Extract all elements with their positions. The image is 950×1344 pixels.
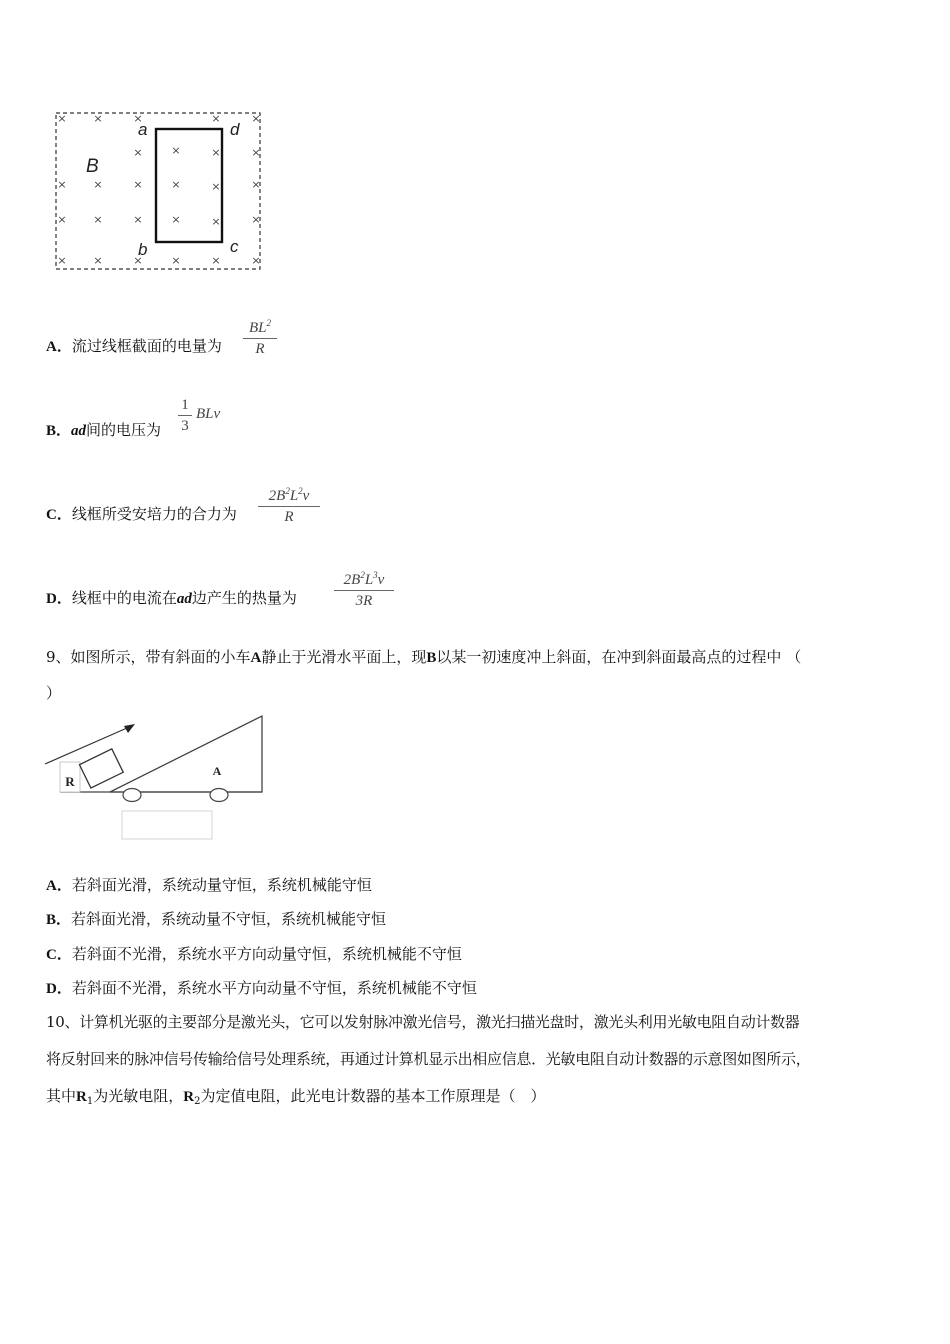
arrow-head-icon (124, 724, 135, 733)
option-d-q9 (46, 978, 477, 999)
option-text: 边产生的热量为 (191, 589, 297, 607)
option-b-q8 (46, 420, 161, 441)
option-label: B． (46, 423, 72, 439)
svg-text:×: × (57, 178, 67, 191)
svg-text:×: × (251, 112, 261, 125)
svg-text:×: × (171, 254, 181, 267)
option-label: A． (46, 878, 72, 894)
svg-text:×: × (251, 254, 261, 267)
fraction-one-third: 1 3 (178, 396, 192, 435)
option-label: D． (46, 591, 72, 607)
option-label: A． (46, 339, 72, 355)
question-10-line-3: 其中$R_1$为光敏电阻，$R_2$为定值电阻，此光电计数器的基本工作原理是（ ） (46, 1087, 546, 1107)
svg-text:×: × (133, 213, 143, 226)
fraction-charge: $BL^2$ R (243, 314, 277, 358)
svg-text:×: × (171, 144, 181, 157)
svg-text:×: × (251, 146, 261, 159)
question-9-stem: 9、如图所示，带有斜面的小车A静止于光滑水平面上，现B以某一初速度冲上斜面，在冲到斜面最高点的过程中 （ (46, 648, 802, 666)
block-label-B: R (65, 774, 75, 789)
option-c-q8 (46, 504, 237, 525)
option-label: D． (46, 981, 72, 997)
blank-caption-box (122, 811, 212, 839)
option-d-q8 (46, 588, 297, 609)
svg-text:×: × (211, 112, 221, 125)
cart-label-A: A (212, 764, 222, 778)
svg-text:×: × (133, 112, 143, 125)
svg-text:×: × (211, 215, 221, 228)
fraction-ampere-force: $2B^2L^2v$ R (258, 482, 320, 526)
svg-text:×: × (211, 180, 221, 193)
svg-text:×: × (57, 213, 67, 226)
svg-text:×: × (211, 254, 221, 267)
var-ad: ad (71, 423, 87, 439)
incline-body (110, 716, 262, 792)
option-label: C． (46, 507, 72, 523)
corner-label-a: a (138, 120, 148, 139)
svg-text:×: × (93, 213, 103, 226)
svg-text:×: × (133, 178, 143, 191)
option-a-q9 (46, 875, 372, 896)
option-label: B． (46, 912, 72, 928)
svg-text:×: × (133, 254, 143, 267)
option-text: 间的电压为 (86, 421, 162, 439)
wheel-right-icon (210, 789, 228, 802)
corner-label-d: d (230, 120, 240, 139)
svg-text:×: × (171, 213, 181, 226)
magnetic-field-figure (50, 108, 270, 278)
question-9-stem-close: ） (46, 684, 62, 702)
incline-cart-figure (40, 712, 270, 844)
option-c-q9 (46, 944, 462, 965)
option-a-q8 (46, 336, 222, 357)
svg-text:×: × (93, 112, 103, 125)
svg-text:×: × (93, 178, 103, 191)
var-ad: ad (176, 591, 192, 607)
svg-text:×: × (251, 178, 261, 191)
option-text: 若斜面不光滑，系统水平方向动量不守恒，系统机械能不守恒 (71, 979, 477, 997)
option-label: C． (46, 947, 72, 963)
option-text: 线框中的电流在 (71, 589, 177, 607)
svg-text:×: × (93, 254, 103, 267)
option-b-q9 (46, 909, 386, 930)
corner-label-b: b (138, 240, 148, 259)
option-text: 流过线框截面的电量为 (71, 337, 222, 355)
voltage-expr-tail: BLv (196, 406, 221, 422)
block-on-incline (79, 749, 123, 788)
corner-label-c: c (230, 237, 239, 256)
option-text: 线框所受安培力的合力为 (71, 505, 237, 523)
wheel-left-icon (123, 789, 141, 802)
question-10-line-2: 将反射回来的脉冲信号传输给信号处理系统，再通过计算机显示出相应信息．光敏电阻自动计数器的示意图如图所示， (46, 1050, 811, 1068)
option-text: 若斜面光滑，系统动量不守恒，系统机械能守恒 (71, 910, 387, 928)
question-10-line-1: 10、计算机光驱的主要部分是激光头，它可以发射脉冲激光信号，激光扫描光盘时，激光头利用光敏电阻自动计数器 (46, 1013, 800, 1031)
svg-text:×: × (211, 146, 221, 159)
svg-text:×: × (133, 146, 143, 159)
fraction-heat: $2B^2L^3v$ 3R (334, 566, 394, 610)
svg-text:×: × (57, 254, 67, 267)
field-label-B: B (86, 156, 99, 177)
svg-text:×: × (171, 178, 181, 191)
svg-text:×: × (57, 112, 67, 125)
option-text: 若斜面不光滑，系统水平方向动量守恒，系统机械能不守恒 (71, 945, 462, 963)
svg-text:×: × (251, 213, 261, 226)
option-text: 若斜面光滑，系统动量守恒，系统机械能守恒 (71, 876, 372, 894)
